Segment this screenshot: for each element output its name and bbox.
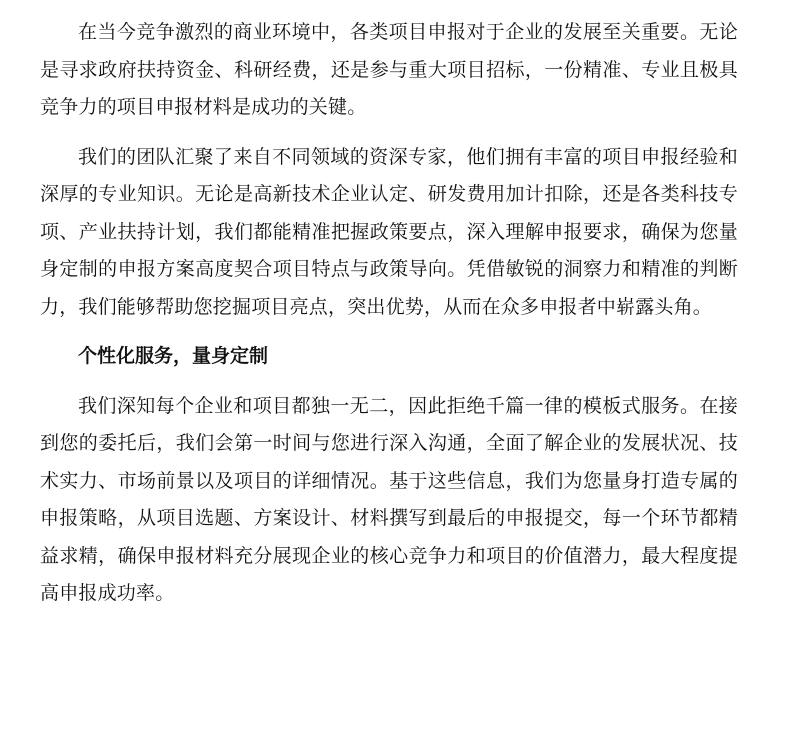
- document-body: [40, 14, 738, 625]
- paragraph-team: 我们的团队汇聚了来自不同领域的资深专家，他们拥有丰富的项目申报经验和深厚的专业知识。无论是高新技术企业认定、研发费用加计扣除，还是各类科技专项、产业扶持计划，我们都能精准把握政策要点，深入理解申报要求，确保为您量身定制的申报方案高度契合项目特点与政策导向。凭借敏锐的洞察力和精准的判断力，我们能够帮助您挖掘项目亮点，突出优势，从而在众多申报者中崭露头角。: [40, 145, 738, 318]
- paragraph-intro: 在当今竞争激烈的商业环境中，各类项目申报对于企业的发展至关重要。无论是寻求政府扶持资金、科研经费，还是参与重大项目招标，一份精准、专业且极具竞争力的项目申报材料是成功的关键。: [40, 21, 738, 118]
- paragraph-personalized-service: 我们深知每个企业和项目都独一无二，因此拒绝千篇一律的模板式服务。在接到您的委托后，我们会第一时间与您进行深入沟通，全面了解企业的发展状况、技术实力、市场前景以及项目的详细情况。基于这些信息，我们为您量身打造专属的申报策略，从项目选题、方案设计、材料撰写到最后的申报提交，每一个环节都精益求精，确保申报材料充分展现企业的核心竞争力和项目的价值潜力，最大程度提高申报成功率。: [40, 394, 738, 604]
- section-heading: 个性化服务，量身定制: [78, 345, 269, 367]
